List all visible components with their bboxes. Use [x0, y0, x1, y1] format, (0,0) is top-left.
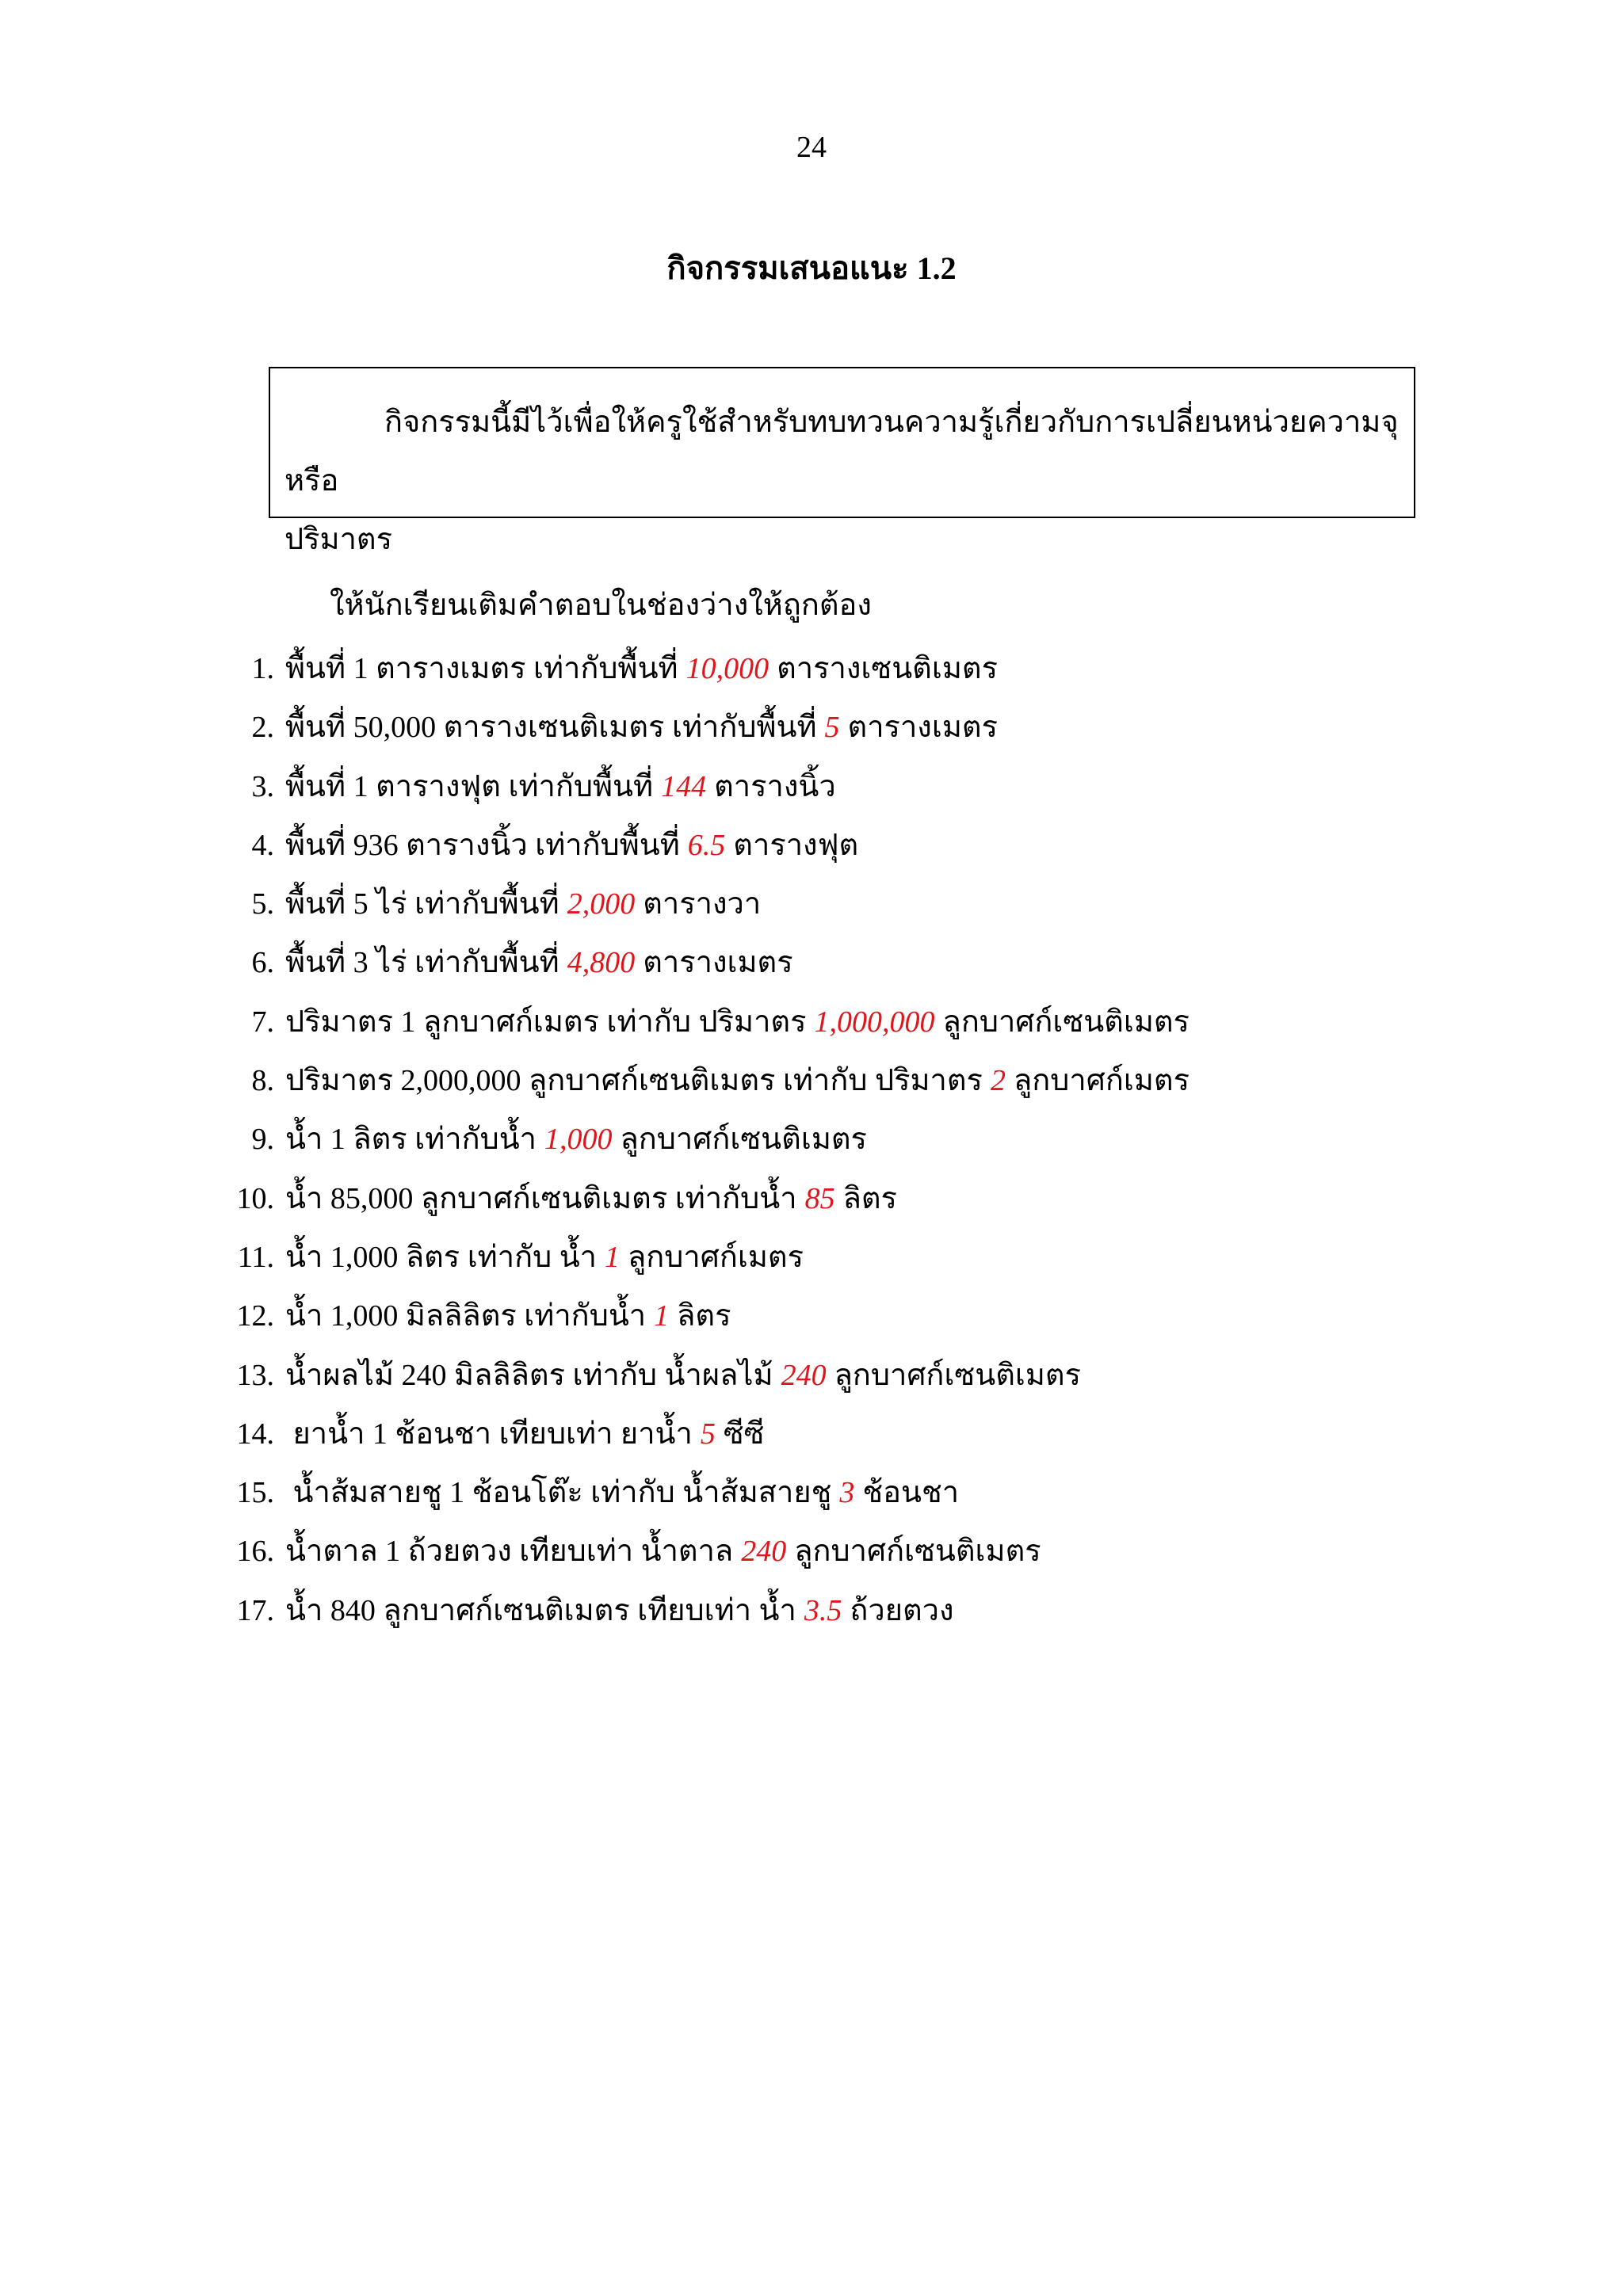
item-number: 5.	[251, 887, 274, 921]
item-answer: 1,000,000	[814, 1005, 935, 1039]
teacher-note-box	[269, 367, 1415, 556]
exercise-item	[222, 648, 1190, 707]
item-answer: 5	[824, 711, 840, 745]
exercise-item	[222, 1178, 1190, 1237]
item-answer: 4,800	[567, 946, 636, 980]
item-question: น้ำส้มสายชู 1 ช้อนโต๊ะ เท่ากับ น้ำส้มสายชู	[285, 1476, 832, 1510]
item-unit: ลิตร	[842, 1181, 897, 1215]
item-number: 13.	[236, 1358, 274, 1392]
item-answer: 1,000	[544, 1123, 613, 1157]
item-question: ปริมาตร 2,000,000 ลูกบาศก์เซนติเมตร เท่ากับ ปริมาตร	[285, 1064, 983, 1098]
item-number: 9.	[251, 1123, 274, 1157]
exercise-item	[222, 1413, 1190, 1472]
item-question: น้ำ 1,000 มิลลิลิตร เท่ากับน้ำ	[285, 1299, 647, 1333]
item-unit: ตารางนิ้ว	[714, 769, 836, 803]
item-unit: ตารางเซนติเมตร	[777, 652, 998, 685]
item-answer: 5	[700, 1417, 716, 1451]
exercise-item	[222, 1531, 1190, 1589]
item-number: 12.	[236, 1299, 274, 1333]
item-number: 14.	[236, 1417, 274, 1451]
item-answer: 1	[654, 1299, 670, 1333]
item-unit: ลูกบาศก์เมตร	[628, 1240, 804, 1274]
item-number: 2.	[251, 711, 274, 745]
item-question: พื้นที่ 50,000 ตารางเซนติเมตร เท่ากับพื้นที่	[285, 711, 817, 745]
item-question: น้ำ 1,000 ลิตร เท่ากับ น้ำ	[285, 1240, 598, 1274]
item-number: 7.	[251, 1005, 274, 1039]
exercise-list	[222, 648, 1190, 1649]
item-number: 16.	[236, 1535, 274, 1569]
item-unit: ซีซี	[723, 1417, 765, 1451]
exercise-item	[222, 825, 1190, 883]
exercise-item	[222, 1060, 1190, 1119]
item-question: พื้นที่ 3 ไร่ เท่ากับพื้นที่	[285, 946, 559, 980]
exercise-item	[222, 1472, 1190, 1531]
item-answer: 2	[990, 1064, 1006, 1098]
item-answer: 10,000	[685, 652, 769, 685]
item-unit: ตารางฟุต	[733, 828, 859, 862]
item-question: น้ำผลไม้ 240 มิลลิลิตร เท่ากับ น้ำผลไม้	[285, 1358, 773, 1392]
item-unit: ลูกบาศก์เซนติเมตร	[794, 1535, 1041, 1569]
item-number: 3.	[251, 769, 274, 803]
page-number: 24	[796, 131, 827, 164]
item-question: น้ำ 1 ลิตร เท่ากับน้ำ	[285, 1123, 537, 1157]
instruction-text: ให้นักเรียนเติมคำตอบในช่องว่างให้ถูกต้อง	[330, 589, 872, 622]
item-question: พื้นที่ 1 ตารางฟุต เท่ากับพื้นที่	[285, 769, 654, 803]
item-number: 17.	[236, 1593, 274, 1627]
item-answer: 240	[781, 1358, 827, 1392]
item-question: พื้นที่ 5 ไร่ เท่ากับพื้นที่	[285, 887, 559, 921]
item-answer: 2,000	[567, 887, 636, 921]
teacher-note-line-1	[285, 393, 1400, 510]
item-number: 15.	[236, 1476, 274, 1510]
item-number: 10.	[236, 1181, 274, 1215]
exercise-item	[222, 1295, 1190, 1354]
exercise-item	[222, 1237, 1190, 1295]
exercise-item	[222, 1001, 1190, 1060]
item-answer: 240	[741, 1535, 787, 1569]
item-unit: ลูกบาศก์เซนติเมตร	[942, 1005, 1190, 1039]
item-question: ยาน้ำ 1 ช้อนชา เทียบเท่า ยาน้ำ	[285, 1417, 693, 1451]
item-unit: ถ้วยตวง	[850, 1593, 954, 1627]
item-number: 8.	[251, 1064, 274, 1098]
item-answer: 144	[661, 769, 707, 803]
exercise-item	[222, 707, 1190, 765]
exercise-item	[222, 942, 1190, 1001]
item-question: น้ำ 840 ลูกบาศก์เซนติเมตร เทียบเท่า น้ำ	[285, 1593, 796, 1627]
item-answer: 3.5	[804, 1593, 842, 1627]
item-answer: 1	[605, 1240, 621, 1274]
exercise-item	[222, 1590, 1190, 1649]
item-unit: ตารางเมตร	[847, 711, 998, 745]
item-number: 6.	[251, 946, 274, 980]
item-unit: ตารางเมตร	[643, 946, 793, 980]
teacher-note-text-1: กิจกรรมนี้มีไว้เพื่อให้ครูใช้สำหรับทบทวนความรู้เกี่ยวกับการเปลี่ยนหน่วยความจุหรือ	[285, 406, 1399, 498]
item-unit: ตารางวา	[643, 887, 762, 921]
item-unit: ลูกบาศก์เมตร	[1013, 1064, 1190, 1098]
exercise-item	[222, 1119, 1190, 1177]
item-unit: ลูกบาศก์เซนติเมตร	[620, 1123, 867, 1157]
exercise-item	[222, 766, 1190, 825]
item-question: ปริมาตร 1 ลูกบาศก์เมตร เท่ากับ ปริมาตร	[285, 1005, 807, 1039]
exercise-item	[222, 883, 1190, 942]
item-answer: 3	[839, 1476, 855, 1510]
teacher-note-line-2: ปริมาตร	[285, 523, 393, 556]
item-question: พื้นที่ 1 ตารางเมตร เท่ากับพื้นที่	[285, 652, 678, 685]
item-answer: 85	[804, 1181, 835, 1215]
item-question: น้ำ 85,000 ลูกบาศก์เซนติเมตร เท่ากับน้ำ	[285, 1181, 797, 1215]
item-unit: ลิตร	[677, 1299, 731, 1333]
item-unit: ช้อนชา	[862, 1476, 960, 1510]
item-answer: 6.5	[687, 828, 726, 862]
item-number: 1.	[251, 652, 274, 685]
item-question: พื้นที่ 936 ตารางนิ้ว เท่ากับพื้นที่	[285, 828, 680, 862]
item-unit: ลูกบาศก์เซนติเมตร	[834, 1358, 1082, 1392]
item-question: น้ำตาล 1 ถ้วยตวง เทียบเท่า น้ำตาล	[285, 1535, 734, 1569]
activity-title: กิจกรรมเสนอแนะ 1.2	[666, 250, 957, 286]
exercise-item	[222, 1355, 1190, 1413]
item-number: 4.	[251, 828, 274, 862]
item-number: 11.	[237, 1240, 274, 1274]
